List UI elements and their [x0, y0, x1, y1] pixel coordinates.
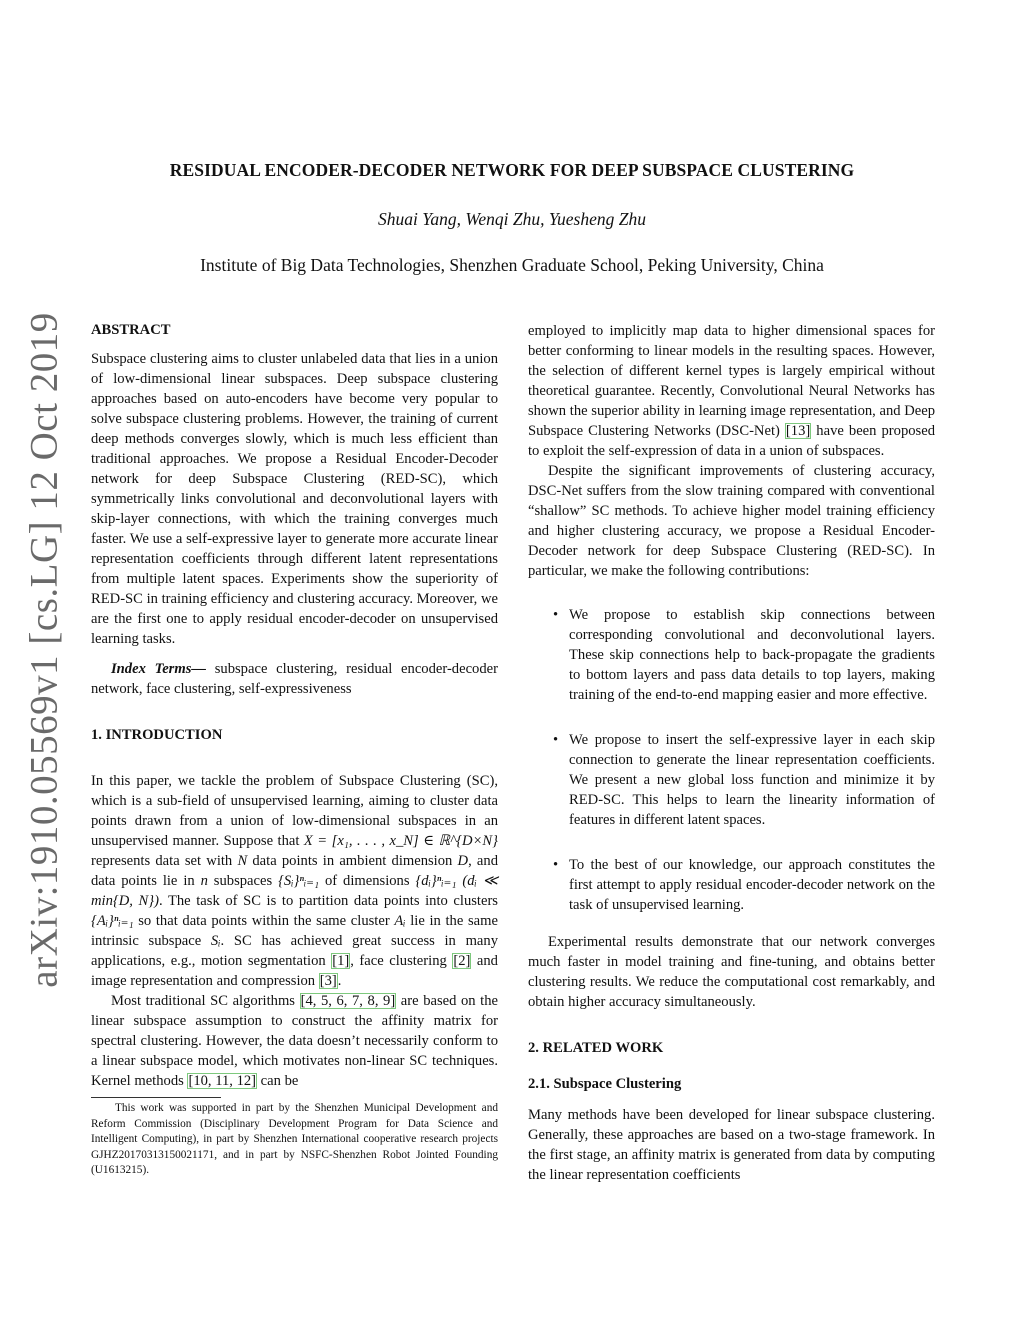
paper-title: RESIDUAL ENCODER-DECODER NETWORK FOR DEEP SUBSPACE CLUSTERING — [169, 160, 855, 180]
citation-link[interactable]: [1] — [332, 953, 350, 969]
abstract-heading: ABSTRACT — [91, 322, 171, 338]
paper-authors: Shuai Yang, Wenqi Zhu, Yuesheng Zhu — [378, 209, 646, 229]
bullet-icon: • — [553, 607, 559, 623]
math-dataset: X = [x₁, . . . , x_N] ∈ ℝ^{D×N} — [303, 833, 498, 849]
citation-link[interactable]: [3] — [319, 973, 337, 989]
list-item: • We propose to insert the self-expressive layer in each skip connection to generate the linear representation coefficients. We present a new global loss function and minimize it by RED-SC. This helps to learn the linearity information of features in different latent spaces. — [553, 732, 935, 828]
citation-link[interactable]: [4, 5, 6, 7, 8, 9] — [300, 993, 396, 1009]
related-work-heading: 2. RELATED WORK — [528, 1040, 664, 1056]
right-paragraph-4: Many methods have been developed for linear subspace clustering. Generally, these approaches are based on a two-stage framework. In the first stage, an affinity matrix is generated from data by computing the linear representation coefficients — [528, 1107, 935, 1183]
subspace-clustering-heading: 2.1. Subspace Clustering — [528, 1076, 682, 1092]
citation-link[interactable]: [2] — [453, 953, 471, 969]
list-item: • We propose to establish skip connections between corresponding convolutional and deconvolutional layers. These skip connections help to back-propagate the gradients to bottom layers and pass data details to top layers, making training of the end-to-end mapping easier and more effective. — [553, 607, 935, 703]
right-paragraph-2: Despite the significant improvements of clustering accuracy, DSC-Net suffers from the slow training compared with conventional “shallow” SC methods. To achieve higher model training efficiency and higher clustering accuracy, we propose a Residual Encoder-Decoder network for deep Subspace Clustering (RED-SC). In particular, we make the following contributions: — [528, 463, 935, 579]
citation-link[interactable]: [13] — [785, 423, 811, 439]
right-column — [528, 321, 935, 1185]
introduction-paragraph-1: In this paper, we tackle the problem of Subspace Clustering (SC), which is a sub-field of unsupervised learning, aiming to cluster data points drawn from a union of low-dimensional subspaces in an unsupervised manner. Suppose that X = [x₁, . . . , x_N] ∈ ℝ^{D×N} represents data set with N data points in ambient dimension D, and data points lie in n subspaces {Sᵢ}ⁿᵢ₌₁ of dimensions {dᵢ}ⁿᵢ₌₁ (dᵢ ≪ min{D, N}). The task of SC is to partition data points into clusters {Aᵢ}ⁿᵢ₌₁ so that data points within the same cluster Aᵢ lie in the same intrinsic subspace Sᵢ. SC has achieved great success in many applications, e.g., motion segmentation [1], face clustering [2] and image representation and compression [3]. — [91, 773, 498, 989]
list-item: • To the best of our knowledge, our approach constitutes the first attempt to apply residual encoder-decoder network on the task of unsupervised learning. — [553, 857, 935, 913]
introduction-heading: 1. INTRODUCTION — [91, 727, 223, 743]
index-terms-text: subspace clustering, residual encoder-decoder network, face clustering, self-expressiveness — [91, 661, 498, 697]
introduction-paragraph-2: Most traditional SC algorithms [4, 5, 6, 7, 8, 9] are based on the linear subspace assumption to construct the affinity matrix for spectral clustering. However, the data doesn’t necessarily conform to a linear subspace model, which motivates non-linear SC techniques. Kernel methods [10, 11, 12] can be — [91, 993, 498, 1089]
right-paragraph-1: employed to implicitly map data to higher dimensional spaces for better conforming to linear models in the resulting spaces. However, the selection of different kernel types is largely empirical without theoretical guarantee. Recently, Convolutional Neural Networks has shown the superior ability in learning image representation, and Deep Subspace Clustering Networks (DSC-Net) [13] have been proposed to exploit the self-expression of data in a union of subspaces. — [528, 323, 935, 459]
right-paragraph-3: Experimental results demonstrate that our network converges much faster in model training and fine-tuning, and obtains better clustering results. We reduce the computational cost remarkably, and obtain higher accuracy simultaneously. — [528, 934, 935, 1010]
contributions-list — [528, 605, 935, 915]
bullet-icon: • — [553, 857, 559, 873]
citation-link[interactable]: [10, 11, 12] — [188, 1073, 257, 1089]
left-column — [91, 320, 498, 1179]
arxiv-identifier-stamp: arXiv:1910.05569v1 [cs.LG] 12 Oct 2019 — [22, 312, 66, 988]
footnote-divider — [91, 1097, 221, 1098]
paper-affiliation: Institute of Big Data Technologies, Shenzhen Graduate School, Peking University, China — [200, 255, 824, 275]
funding-footnote: This work was supported in part by the Shenzhen Municipal Development and Reform Commission (Disciplinary Development Program for Data Science and Intelligent Computing), in part by Shenzhen International cooperative research projects GJHZ20170313150021171, and in part by NSFC-Shenzhen Robot Jointed Founding (U1613215). — [91, 1102, 498, 1176]
index-terms-label: Index Terms— — [111, 661, 206, 677]
index-terms — [91, 659, 498, 699]
bullet-icon: • — [553, 732, 559, 748]
abstract-text: Subspace clustering aims to cluster unlabeled data that lies in a union of low-dimensional linear subspaces. Deep subspace clustering approaches based on auto-encoders have become very popular to solve subspace clustering problems. However, the training of current deep methods converges slowly, which is much less efficient than traditional approaches. We propose a Residual Encoder-Decoder network for deep Subspace Clustering (RED-SC), which symmetrically links convolutional and deconvolutional layers with skip-layer connections, with which the training converges much faster. We use a self-expressive layer to generate more accurate linear representation coefficients through different latent representations from multiple latent spaces. Experiments show the superiority of RED-SC in training efficiency and clustering accuracy. Moreover, we are the first one to apply residual encoder-decoder on unsupervised learning tasks. — [91, 351, 498, 647]
